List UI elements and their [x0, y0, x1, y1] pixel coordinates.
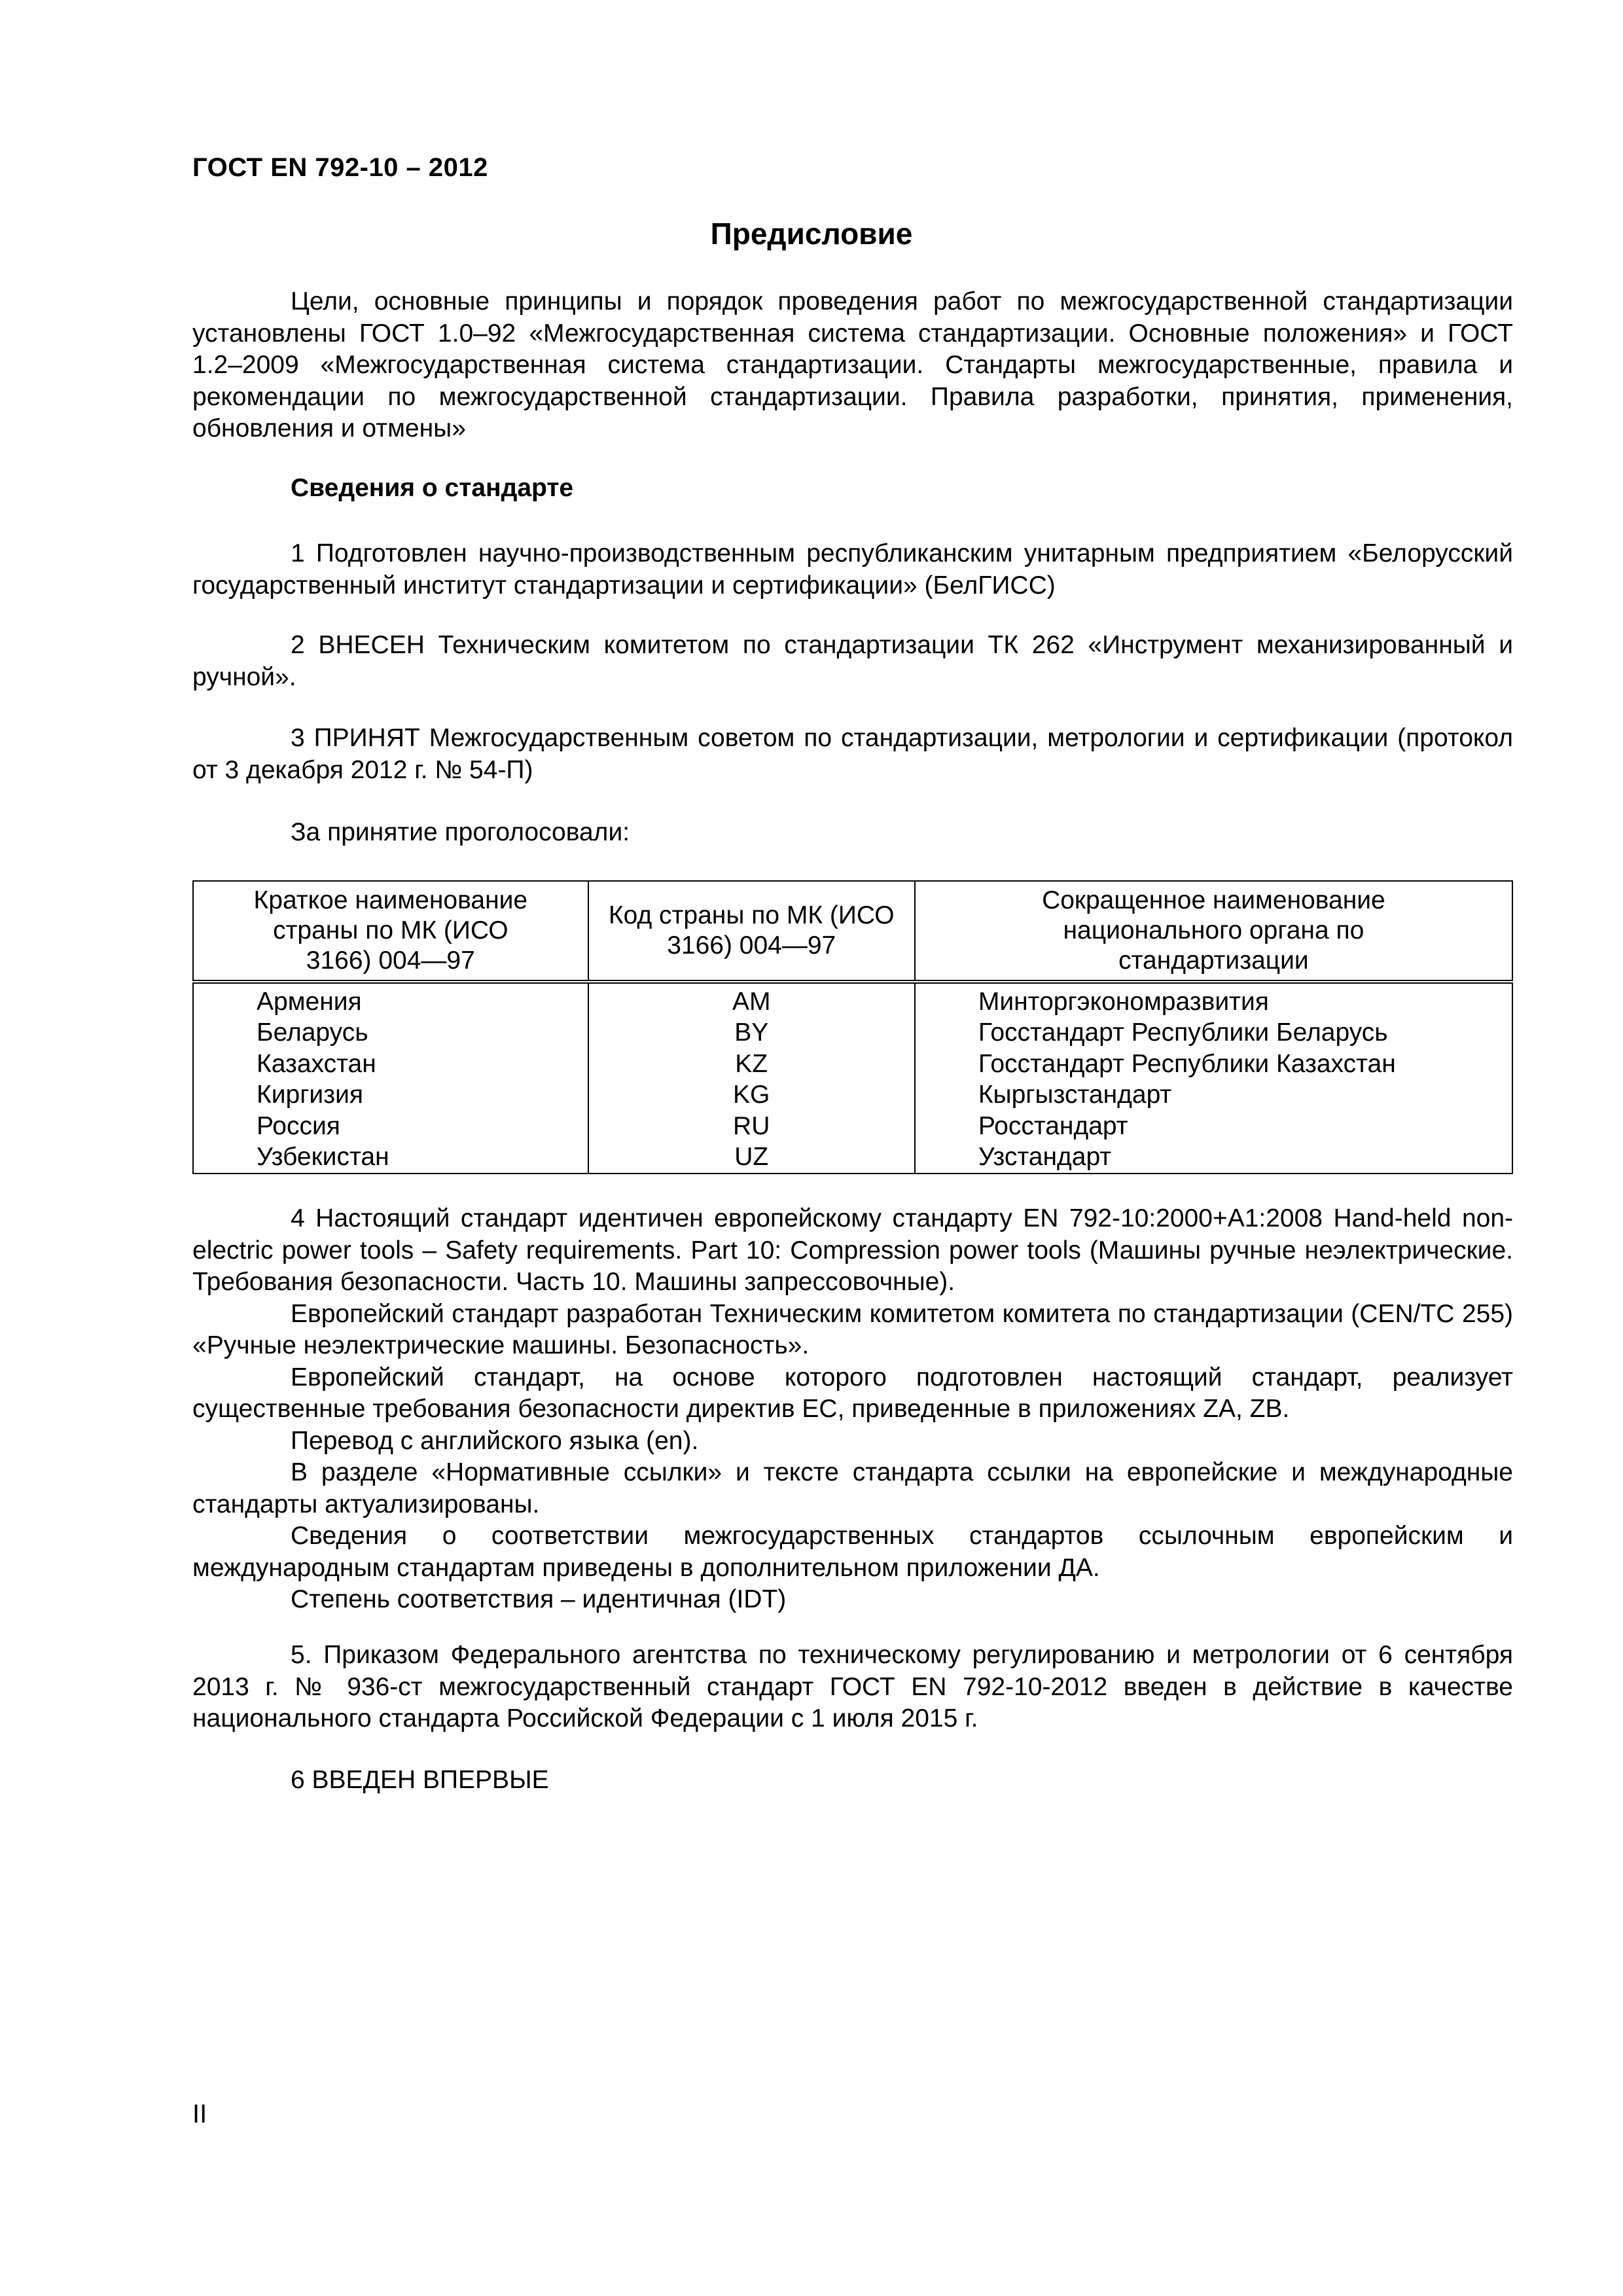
item-1-paragraph: 1 Подготовлен научно-производственным республиканским унитарным предприятием «Белорусский государственный институт стандартизации и сертификации» (БелГИСС): [192, 539, 1513, 600]
table-row: [193, 1141, 1512, 1174]
item-6: 6 ВВЕДЕН ВПЕРВЫЕ: [291, 1766, 549, 1794]
header-country-name: Краткое наименование страны по МК (ИСО 3166) 004—97: [193, 881, 588, 982]
code-cell: KZ: [588, 1049, 915, 1080]
country-cell: Киргизия: [193, 1079, 588, 1111]
item-4-developer: Европейский стандарт разработан Техническим комитетом комитета по стандартизации (CEN/TC 255) «Ручные неэлектрические машины. Безопасность».: [192, 1299, 1513, 1359]
item-4-paragraph: 4 Настоящий стандарт идентичен европейскому стандарту EN 792-10:2000+A1:2008 Hand-held non-electric power tools – Safety requirements. Part 10: Compression power tools (Машины ручные неэлектрические. Требования безопасности. Часть 10. Машины запрессовочные).: [192, 1204, 1513, 1296]
country-cell: Беларусь: [193, 1017, 588, 1049]
section-heading: Сведения о стандарте: [291, 474, 574, 502]
code-cell: AM: [588, 982, 915, 1017]
body-cell: Минторгэкономразвития: [915, 982, 1512, 1017]
table-row: [193, 982, 1512, 1017]
code-cell: BY: [588, 1017, 915, 1049]
document-header: ГОСТ EN 792-10 – 2012: [192, 153, 488, 182]
intro-paragraph: Цели, основные принципы и порядок проведения работ по межгосударственной стандартизации установлены ГОСТ 1.0–92 «Межгосударственная система стандартизации. Основные положения» и ГОСТ 1.2–2009 «Межгосударственная система стандартизации. Стандарты межгосударственные, правила и рекомендации по межгосударственной стандартизации. Правила разработки, принятия, применения, обновления и отмены»: [192, 287, 1513, 442]
item-2-paragraph: 2 ВНЕСЕН Техническим комитетом по стандартизации ТК 262 «Инструмент механизированный и ручной».: [192, 631, 1513, 691]
page-number: II: [192, 2100, 207, 2128]
table-row: [193, 1079, 1512, 1111]
table-header-row: [193, 881, 1512, 982]
table-row: [193, 1049, 1512, 1080]
item-4-translation: Перевод с английского языка (en).: [291, 1426, 699, 1455]
item-4-requirements: Европейский стандарт, на основе которого подготовлен настоящий стандарт, реализует существенные требования безопасности директив ЕС, приведенные в приложениях ZA, ZB.: [192, 1363, 1513, 1423]
table-row: [193, 1017, 1512, 1049]
item-4-references: В разделе «Нормативные ссылки» и тексте стандарта ссылки на европейские и международные стандарты актуализированы.: [192, 1458, 1513, 1518]
item-4-correspondence: Сведения о соответствии межгосударственных стандартов ссылочным европейским и международным стандартам приведены в дополнительном приложении ДА.: [192, 1522, 1513, 1582]
code-cell: KG: [588, 1079, 915, 1111]
header-country-code: Код страны по МК (ИСО 3166) 004—97: [588, 881, 915, 982]
vote-intro: За принятие проголосовали:: [291, 818, 630, 846]
body-cell: Госстандарт Республики Казахстан: [915, 1049, 1512, 1080]
body-cell: Узстандарт: [915, 1141, 1512, 1174]
body-cell: Госстандарт Республики Беларусь: [915, 1017, 1512, 1049]
table-row: [193, 1111, 1512, 1142]
page-title: Предисловие: [710, 217, 913, 251]
header-standards-body: Сокращенное наименование национального органа по стандартизации: [915, 881, 1512, 982]
body-cell: Кыргызстандарт: [915, 1079, 1512, 1111]
code-cell: RU: [588, 1111, 915, 1142]
item-4-section: [192, 1203, 1513, 1616]
item-3-paragraph: 3 ПРИНЯТ Межгосударственным советом по стандартизации, метрологии и сертификации (протокол от 3 декабря 2012 г. № 54-П): [192, 724, 1513, 784]
country-cell: Узбекистан: [193, 1141, 588, 1174]
country-cell: Казахстан: [193, 1049, 588, 1080]
body-cell: Росстандарт: [915, 1111, 1512, 1142]
voting-table: [192, 880, 1513, 1174]
code-cell: UZ: [588, 1141, 915, 1174]
country-cell: Россия: [193, 1111, 588, 1142]
item-4-degree: Степень соответствия – идентичная (IDT): [291, 1585, 787, 1613]
country-cell: Армения: [193, 982, 588, 1017]
item-5-paragraph: 5. Приказом Федерального агентства по техническому регулированию и метрологии от 6 сентября 2013 г. № 936-ст межгосударственный стандарт ГОСТ EN 792-10-2012 введен в действие в качестве национального стандарта Российской Федерации с 1 июля 2015 г.: [192, 1641, 1513, 1732]
